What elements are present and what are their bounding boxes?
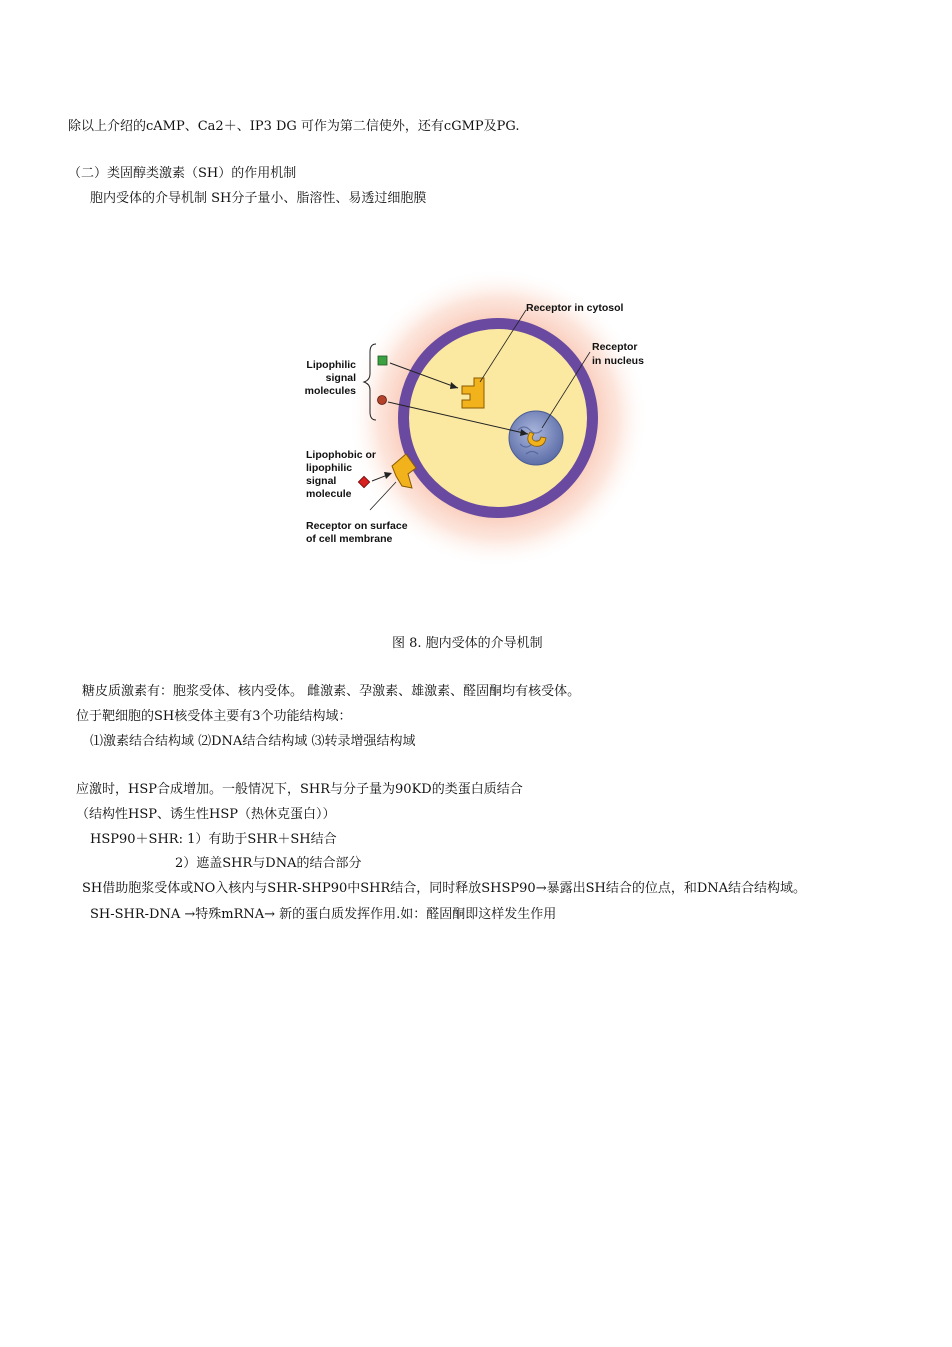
body-line: SH-SHR-DNA →特殊mRNA→ 新的蛋白质发挥作用.如：醛固酮即这样发生作用 [90,907,557,922]
intro-paragraph: 除以上介绍的cAMP、Ca2＋、IP3 DG 可作为第二信使外，还有cGMP及PG. [68,119,520,134]
label-receptor-cytosol: Receptor in cytosol [526,302,624,314]
body-line: 2）遮盖SHR与DNA的结合部分 [175,856,362,871]
label-lipophobic-2: lipophilic [306,462,353,474]
label-lipophobic-1: Lipophobic or [306,449,376,461]
body-line: HSP90＋SHR: 1）有助于SHR＋SH结合 [90,832,337,847]
label-lipophilic-3: molecules [304,385,356,397]
cell-receptor-diagram [290,268,670,578]
label-lipophobic-4: molecule [306,488,352,500]
label-receptor-nucleus-1: Receptor [592,341,638,353]
green-signal-molecule-icon [378,356,387,365]
label-surface-1: Receptor on surface [306,520,408,532]
body-line: SH借助胞浆受体或NO入核内与SHR-SHP90中SHR结合，同时释放SHSP90→暴露出SH结合的位点，和DNA结合结构域。 [82,881,807,896]
label-surface-2: of cell membrane [306,533,393,545]
figure-caption: 图 8. 胞内受体的介导机制 [392,636,543,651]
label-lipophobic-3: signal [306,475,337,487]
label-lipophilic-1: Lipophilic [306,359,356,371]
body-line: ⑴激素结合结构域 ⑵DNA结合结构域 ⑶转录增强结构域 [90,734,416,749]
body-line: 位于靶细胞的SH核受体主要有3个功能结构域： [76,709,352,724]
cytoplasm [409,329,587,507]
nucleus [509,411,563,465]
body-line: 应激时，HSP合成增加。一般情况下，SHR与分子量为90KD的类蛋白质结合 [76,782,523,797]
label-receptor-nucleus-2: in nucleus [592,355,644,367]
label-lipophilic-2: signal [325,372,356,384]
body-line: （结构性HSP、诱生性HSP（热休克蛋白）） [76,807,336,822]
dark-red-signal-molecule-icon [378,396,387,405]
body-line: 糖皮质激素有：胞浆受体、核内受体。 雌激素、孕激素、雄激素、醛固酮均有核受体。 [82,684,581,699]
section-heading: （二）类固醇类激素（SH）的作用机制 [68,166,297,181]
intro-paragraph-2: 胞内受体的介导机制 SH分子量小、脂溶性、易透过细胞膜 [90,191,427,206]
